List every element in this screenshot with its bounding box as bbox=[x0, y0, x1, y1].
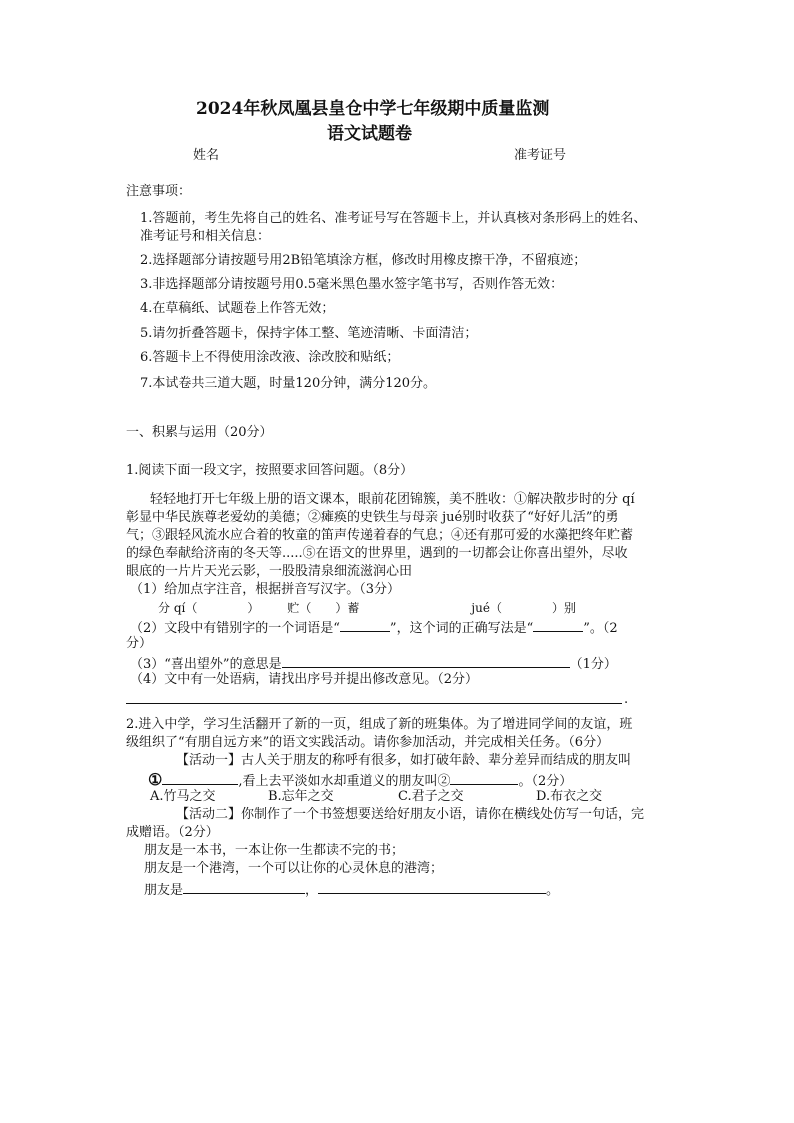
example-sentence: 朋友是一个港湾，一个可以让你的心灵休息的港湾； bbox=[144, 861, 444, 876]
answer-line[interactable] bbox=[126, 703, 622, 704]
question-2-stem: 2.进入中学，学习生活翻开了新的一页，组成了新的班集体。为了增进同学间的友谊，班 bbox=[126, 717, 633, 732]
passage-line: 彰显中华民族尊老爱幼的美德；②瘫痪的史铁生与母亲 jué别时收获了“好好儿活”的勇 bbox=[126, 510, 619, 525]
activity-2-text: 【活动二】你制作了一个书签想要送给好朋友小语，请你在横线处仿写一句话，完 bbox=[176, 807, 645, 822]
example-sentence: 朋友是一本书，一本让你一生都读不完的书； bbox=[144, 843, 405, 858]
pinyin-blank-2-label: 贮（ bbox=[287, 601, 312, 615]
ticket-number-label: 准考证号 bbox=[514, 148, 567, 163]
notice-item: 4.在草稿纸、试题卷上作答无效； bbox=[140, 301, 335, 316]
passage-line: 的绿色奉献给济南的冬天等.....⑤在语文的世界里，遇到的一切都会让你喜出望外，尽收 bbox=[126, 546, 628, 561]
sub-question-4: （4）文中有一处语病，请找出序号并提出修改意见。（2分） bbox=[130, 672, 479, 687]
sub-question-2-cont: 分） bbox=[126, 636, 153, 651]
answer-blank[interactable] bbox=[282, 654, 570, 668]
sub-question-2: （2）文段中有错别字的一个词语是“ ”，这个词的正确写法是“ ”。（2 bbox=[130, 618, 618, 637]
activity-2-text-cont: 成赠语。（2分） bbox=[126, 825, 219, 840]
pinyin-blank-2-close: ）蓄 bbox=[335, 601, 360, 615]
section-heading: 一、积累与运用（20分） bbox=[126, 425, 273, 440]
pinyin-blank-1-label: 分 qí（ bbox=[158, 601, 198, 615]
notice-heading: 注意事项： bbox=[126, 184, 192, 199]
option-a[interactable]: A.竹马之交 bbox=[150, 789, 216, 804]
notice-item: 5.请勿折叠答题卡，保持字体工整、笔迹清晰、卡面清洁； bbox=[140, 326, 478, 341]
notice-item: 6.答题卡上不得使用涂改液、涂改胶和贴纸； bbox=[140, 350, 400, 365]
passage-line: 眼底的一片片天光云影，一股股清泉细流滋润心田 bbox=[126, 564, 413, 579]
question-2-stem-cont: 级组织了“有朋自远方来”的语文实践活动。请你参加活动，并完成相关任务。（6分） bbox=[126, 735, 610, 750]
option-c[interactable]: C.君子之交 bbox=[398, 789, 464, 804]
answer-blank[interactable] bbox=[183, 880, 305, 894]
question-1-stem: 1.阅读下面一段文字，按照要求回答问题。（8分） bbox=[126, 463, 414, 478]
activity-1-text: 【活动一】古人关于朋友的称呼有很多，如打破年龄、辈分差异而结成的朋友叫 bbox=[176, 753, 632, 768]
passage-line: 轻轻地打开七年级上册的语文课本，眼前花团锦簇，美不胜收：①解决散步时的分 qí bbox=[150, 492, 635, 507]
option-b[interactable]: B.忘年之交 bbox=[268, 789, 334, 804]
sub-question-3: （3）“喜出望外”的意思是 （1分） bbox=[130, 654, 617, 673]
answer-line-end: . bbox=[624, 692, 629, 707]
page-subtitle: 语文试题卷 bbox=[327, 124, 412, 144]
pinyin-blank-3-label: jué（ bbox=[471, 601, 502, 615]
page-title: 2024年秋凤凰县皇仓中学七年级期中质量监测 bbox=[196, 99, 550, 119]
activity-1-blanks: ① ,看上去平淡如水却重道义的朋友叫② 。（2分） bbox=[148, 770, 573, 789]
circle-1-marker: ① bbox=[148, 770, 163, 789]
notice-item: 2.选择题部分请按题号用2B铅笔填涂方框，修改时用橡皮擦干净，不留痕迹； bbox=[140, 253, 587, 268]
option-d[interactable]: D.布衣之交 bbox=[536, 789, 603, 804]
sub-question-1-blanks bbox=[158, 600, 576, 616]
pinyin-blank-3-close: ）别 bbox=[551, 601, 576, 615]
notice-item: 3.非选择题部分请按题号用0.5毫米黑色墨水签字笔书写，否则作答无效： bbox=[140, 277, 564, 292]
answer-blank[interactable] bbox=[340, 618, 390, 632]
name-label: 姓名 bbox=[193, 148, 220, 163]
sub-question-1: （1）给加点字注音，根据拼音写汉字。（3分） bbox=[130, 582, 401, 597]
answer-blank[interactable] bbox=[318, 880, 546, 894]
answer-blank[interactable] bbox=[450, 771, 518, 785]
answer-blank[interactable] bbox=[162, 771, 238, 785]
pinyin-blank-1-close: ） bbox=[247, 601, 260, 615]
imitation-answer-line: 朋友是 ， 。 bbox=[144, 880, 559, 899]
answer-blank[interactable] bbox=[533, 618, 583, 632]
passage-line: 气；③跟轻风流水应合着的牧童的笛声传递着春的气息；④还有那可爱的水藻把终年贮蓄 bbox=[126, 528, 634, 543]
notice-item: 1.答题前，考生先将自己的姓名、准考证号写在答题卡上，并认真核对条形码上的姓名、 bbox=[140, 211, 647, 226]
notice-item: 准考证号和相关信息： bbox=[140, 229, 271, 244]
notice-item: 7.本试卷共三道大题，时量120分钟，满分120分。 bbox=[140, 376, 437, 391]
